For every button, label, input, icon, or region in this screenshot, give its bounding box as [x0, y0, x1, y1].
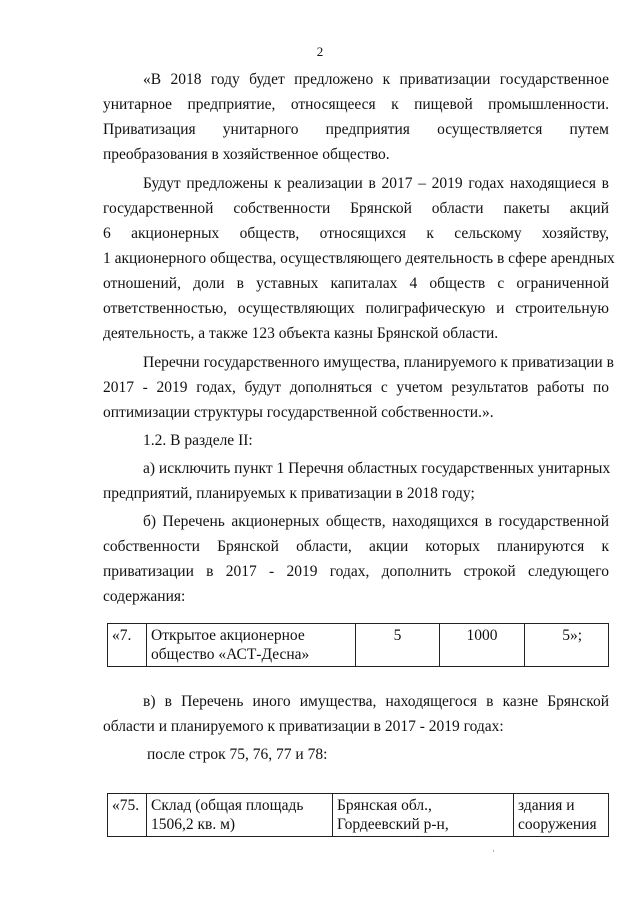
page-number: 2	[316, 44, 324, 59]
shares-cell: 5	[356, 624, 440, 667]
paragraph-line: «В 2018 году будет предложено к приватизации государственное	[143, 71, 609, 88]
company-name-line: общество «АСТ-Десна»	[151, 646, 310, 663]
paragraph-line: отношений, доли в уставных капиталах 4 обществ с ограниченной	[103, 275, 609, 292]
item-a-line: а) исключить пункт 1 Перечня областных государственных унитарных	[143, 460, 611, 477]
property-address	[333, 794, 514, 837]
property-type-line: сооружения	[518, 816, 597, 833]
percent-cell: 5»;	[525, 624, 609, 667]
paragraph-line: деятельность, а также 123 объекта казны Брянской области.	[103, 325, 499, 342]
paragraph-line: унитарное предприятие, относящееся к пищевой промышленности.	[103, 96, 609, 113]
paragraph-line: 2017 - 2019 годах, будут дополняться с учетом результатов работы по	[103, 379, 609, 396]
item-v-line: в) в Перечень иного имущества, находящегося в казне Брянской	[143, 693, 609, 710]
after-rows-line: после строк 75, 76, 77 и 78:	[147, 746, 328, 763]
paragraph-line: оптимизации структуры государственной собственности.».	[103, 404, 494, 421]
property-table	[107, 793, 609, 837]
item-b-line: содержания:	[103, 588, 186, 605]
paragraph-line: государственной собственности Брянской области пакеты акций	[103, 200, 609, 217]
paragraph-line: преобразования в хозяйственное общество.	[103, 146, 390, 163]
scan-dot: ·	[492, 846, 495, 856]
paragraph-line: 6 акционерных обществ, относящихся к сельскому хозяйству,	[103, 225, 609, 242]
property-name-line: Склад (общая площадь	[151, 797, 304, 814]
section-heading: 1.2. В разделе II:	[143, 432, 253, 449]
paragraph-line: ответственностью, осуществляющих полиграфическую и строительную	[103, 300, 609, 317]
paragraph-line: 1 акционерного общества, осуществляющего деятельность в сфере арендных	[103, 250, 615, 267]
value-cell: 1000	[440, 624, 525, 667]
item-a-line: предприятий, планируемых к приватизации в 2018 году;	[103, 485, 475, 502]
property-type-line: здания и	[518, 797, 575, 814]
property-type	[514, 794, 609, 837]
row-number: «7.	[108, 624, 147, 667]
paragraph-line: Приватизация унитарного предприятия осуществляется путем	[103, 121, 609, 138]
item-b-line: б) Перечень акционерных обществ, находящихся в государственной	[143, 513, 609, 530]
item-b-line: приватизации в 2017 - 2019 годах, дополнить строкой следующего	[103, 563, 609, 580]
item-b-line: собственности Брянской области, акции которых планируются к	[103, 538, 609, 555]
property-name-line: 1506,2 кв. м)	[151, 816, 236, 833]
paragraph-line: Перечни государственного имущества, планируемого к приватизации в	[143, 354, 614, 371]
property-address-line: Брянская обл.,	[337, 797, 432, 814]
company-name-line: Открытое акционерное	[151, 627, 305, 644]
row-number: «75.	[108, 794, 147, 837]
property-address-line: Гордеевский р-н,	[337, 816, 449, 833]
paragraph-line: Будут предложены к реализации в 2017 – 2019 годах находящиеся в	[143, 175, 609, 192]
table-row	[108, 794, 609, 837]
property-name	[147, 794, 333, 837]
joint-stock-table	[107, 623, 609, 667]
table-row	[108, 624, 609, 667]
company-name	[147, 624, 356, 667]
item-v-line: области и планируемого к приватизации в 2017 - 2019 годах:	[103, 718, 504, 735]
